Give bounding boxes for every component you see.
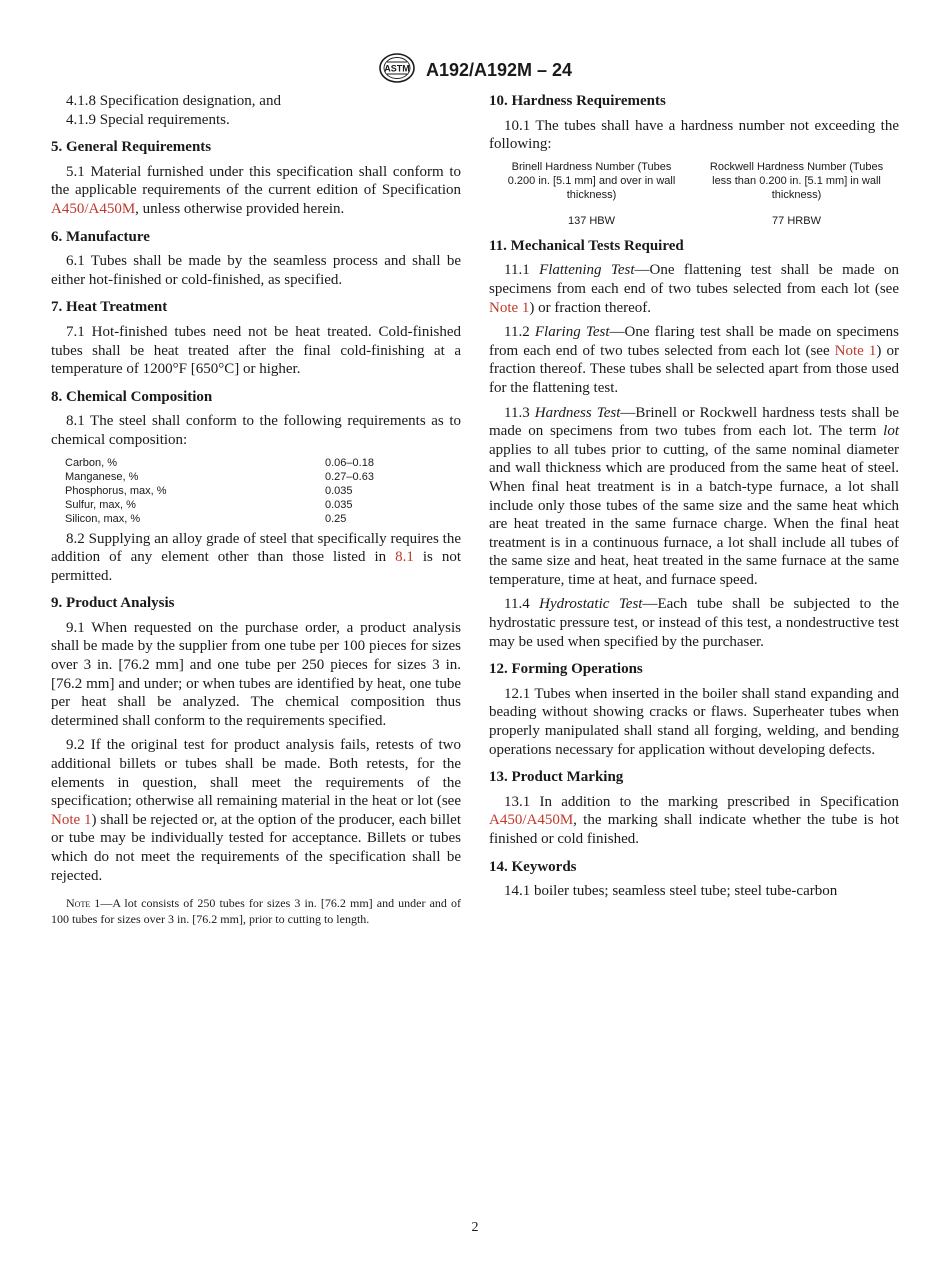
- paragraph-11-4: 11.4 Hydrostatic Test—Each tube shall be subjected to the hydrostatic pressure test, or instead of this test, a nondestructive test may be used when specified by the purchaser.: [489, 596, 899, 650]
- brinell-value: 137 HBW: [567, 214, 616, 227]
- section-11-heading: 11. Mechanical Tests Required: [489, 237, 684, 254]
- paragraph-11-1: 11.1 Flattening Test—One flattening test shall be made on specimens from each end of two tubes selected from each lot (see Note 1) or fraction thereof.: [489, 262, 899, 316]
- note-1-link[interactable]: Note 1: [834, 342, 877, 359]
- paragraph-13-1: 13.1 In addition to the marking prescribed in Specification A450/A450M, the marking shall indicate whether the tube is hot finished or cold finished.: [489, 793, 899, 847]
- paragraph-8-2: 8.2 Supplying an alloy grade of steel that specifically requires the addition of any element other than those listed in 8.1 is not permitted.: [51, 530, 461, 584]
- paragraph-8-1: 8.1 The steel shall conform to the following requirements as to chemical composition:: [51, 413, 461, 448]
- section-13-heading: 13. Product Marking: [489, 769, 624, 786]
- page-number: 2: [471, 1220, 479, 1235]
- brinell-header: Brinell Hardness Number (Tubes 0.200 in. [5.1 mm] and over in wall thickness): [507, 160, 676, 201]
- section-link-8-1[interactable]: 8.1: [395, 549, 414, 566]
- value-cell: 0.27–0.63: [325, 470, 374, 483]
- paragraph-9-2: 9.2 If the original test for product analysis fails, retests of two additional billets or tubes shall be made. Both retests, for the elements in question, shall meet the requirements of the specification; otherwise all remaining material in the heat or lot (see Note 1) shall be rejected or, at the option of the producer, each billet or tube may be individually tested for acceptance. Billets or tubes which do not meet the requirements of the specification shall be rejected.: [51, 737, 461, 884]
- spec-link-a450[interactable]: A450/A450M: [51, 200, 136, 217]
- value-cell: 0.035: [325, 498, 353, 511]
- spec-link-a450[interactable]: A450/A450M: [489, 812, 574, 829]
- chemical-composition-table: [65, 456, 385, 526]
- value-cell: 0.06–0.18: [325, 456, 374, 469]
- section-5-heading: 5. General Requirements: [51, 139, 212, 156]
- paragraph-12-1: 12.1 Tubes when inserted in the boiler shall stand expanding and beading without showing cracks or flaws. Superheater tubes when properly manipulated shall stand all forging, welding, and bending operations necessary for application without developing defects.: [489, 685, 899, 758]
- table-row: [65, 484, 385, 498]
- section-6-heading: 6. Manufacture: [51, 228, 150, 245]
- table-row: [65, 456, 385, 470]
- element-cell: Phosphorus, max, %: [65, 484, 167, 497]
- section-7-heading: 7. Heat Treatment: [51, 299, 168, 316]
- section-8-heading: 8. Chemical Composition: [51, 388, 213, 405]
- right-column: [489, 92, 899, 907]
- list-item-4-1-8: 4.1.8 Specification designation, and: [66, 93, 281, 109]
- paragraph-9-1: 9.1 When requested on the purchase order, a product analysis shall be made by the supplier from one tube per 100 pieces for sizes over 3 in. [76.2 mm] and one tube per 250 pieces for sizes 3 in. [76.2 mm] and under; or when tubes are identified by heat, one tube per heat shall be analyzed. The chemical composition thus determined shall conform to the requirements specified.: [51, 619, 461, 729]
- section-12-heading: 12. Forming Operations: [489, 661, 643, 678]
- section-10-heading: 10. Hardness Requirements: [489, 93, 666, 109]
- page-header: [0, 52, 950, 88]
- paragraph-11-3: 11.3 Hardness Test—Brinell or Rockwell hardness tests shall be made on specimens from two tubes from each lot. The term lot applies to all tubes prior to cutting, of the same nominal diameter and wall thickness which are produced from the same heat of steel. When final heat treatment is in a batch-type furnace, a lot shall include only those tubes of the same size and the same heat which are heat treated in the same furnace charge. When the final heat treatment is in a continuous furnace, a lot shall include all tubes of the same size and heat, heat treated in the same furnace at the same temperature, time at heat, and furnace speed.: [489, 404, 899, 588]
- section-14-heading: 14. Keywords: [489, 858, 577, 875]
- element-cell: Sulfur, max, %: [65, 498, 136, 511]
- section-9-heading: 9. Product Analysis: [51, 595, 175, 612]
- paragraph-14-1: 14.1 boiler tubes; seamless steel tube; steel tube-carbon: [504, 883, 838, 900]
- paragraph-10-1: 10.1 The tubes shall have a hardness number not exceeding the following:: [489, 117, 899, 153]
- rockwell-header: Rockwell Hardness Number (Tubes less than 0.200 in. [5.1 mm] in wall thickness): [709, 160, 884, 201]
- rockwell-value: 77 HRBW: [772, 214, 821, 227]
- note-1-link[interactable]: Note 1: [51, 811, 92, 828]
- element-cell: Silicon, max, %: [65, 512, 141, 525]
- table-header-row: [489, 160, 899, 202]
- astm-logo-icon: [378, 52, 416, 89]
- standard-designation: A192/A192M – 24: [425, 60, 573, 80]
- table-row: [65, 512, 385, 526]
- list-item-4-1-9: 4.1.9 Special requirements.: [66, 111, 230, 128]
- paragraph-7-1: 7.1 Hot-finished tubes need not be heat treated. Cold-finished tubes shall be heat treated after the final cold-finishing at a temperature of 1200°F [650°C] or higher.: [51, 323, 461, 378]
- element-cell: Carbon, %: [65, 456, 117, 469]
- left-column: [51, 92, 461, 933]
- table-row: [489, 202, 899, 228]
- paragraph-6-1: 6.1 Tubes shall be made by the seamless process and shall be either hot-finished or cold-finished, as specified.: [51, 253, 461, 288]
- table-row: [65, 470, 385, 484]
- element-cell: Manganese, %: [65, 470, 139, 483]
- note-1-link[interactable]: Note 1: [489, 299, 530, 316]
- hardness-table: [489, 160, 899, 228]
- paragraph-11-2: 11.2 Flaring Test—One flaring test shall be made on specimens from each end of two tubes selected from each lot (see Note 1) or fraction thereof. These tubes shall be selected apart from those used for the flattening test.: [489, 324, 899, 396]
- value-cell: 0.035: [325, 484, 353, 497]
- astm-logo-text: ASTM: [384, 63, 410, 74]
- note-label: Note 1: [66, 896, 101, 911]
- paragraph-5-1: 5.1 Material furnished under this specification shall conform to the applicable requirements of the current edition of Specification A450/A450M, unless otherwise provided herein.: [51, 163, 461, 217]
- table-row: [65, 498, 385, 512]
- value-cell: 0.25: [325, 512, 347, 525]
- note-1: Note 1—A lot consists of 250 tubes for sizes 3 in. [76.2 mm] and under and of 100 tubes for sizes over 3 in. [76.2 mm], prior to cutting to length.: [51, 896, 461, 927]
